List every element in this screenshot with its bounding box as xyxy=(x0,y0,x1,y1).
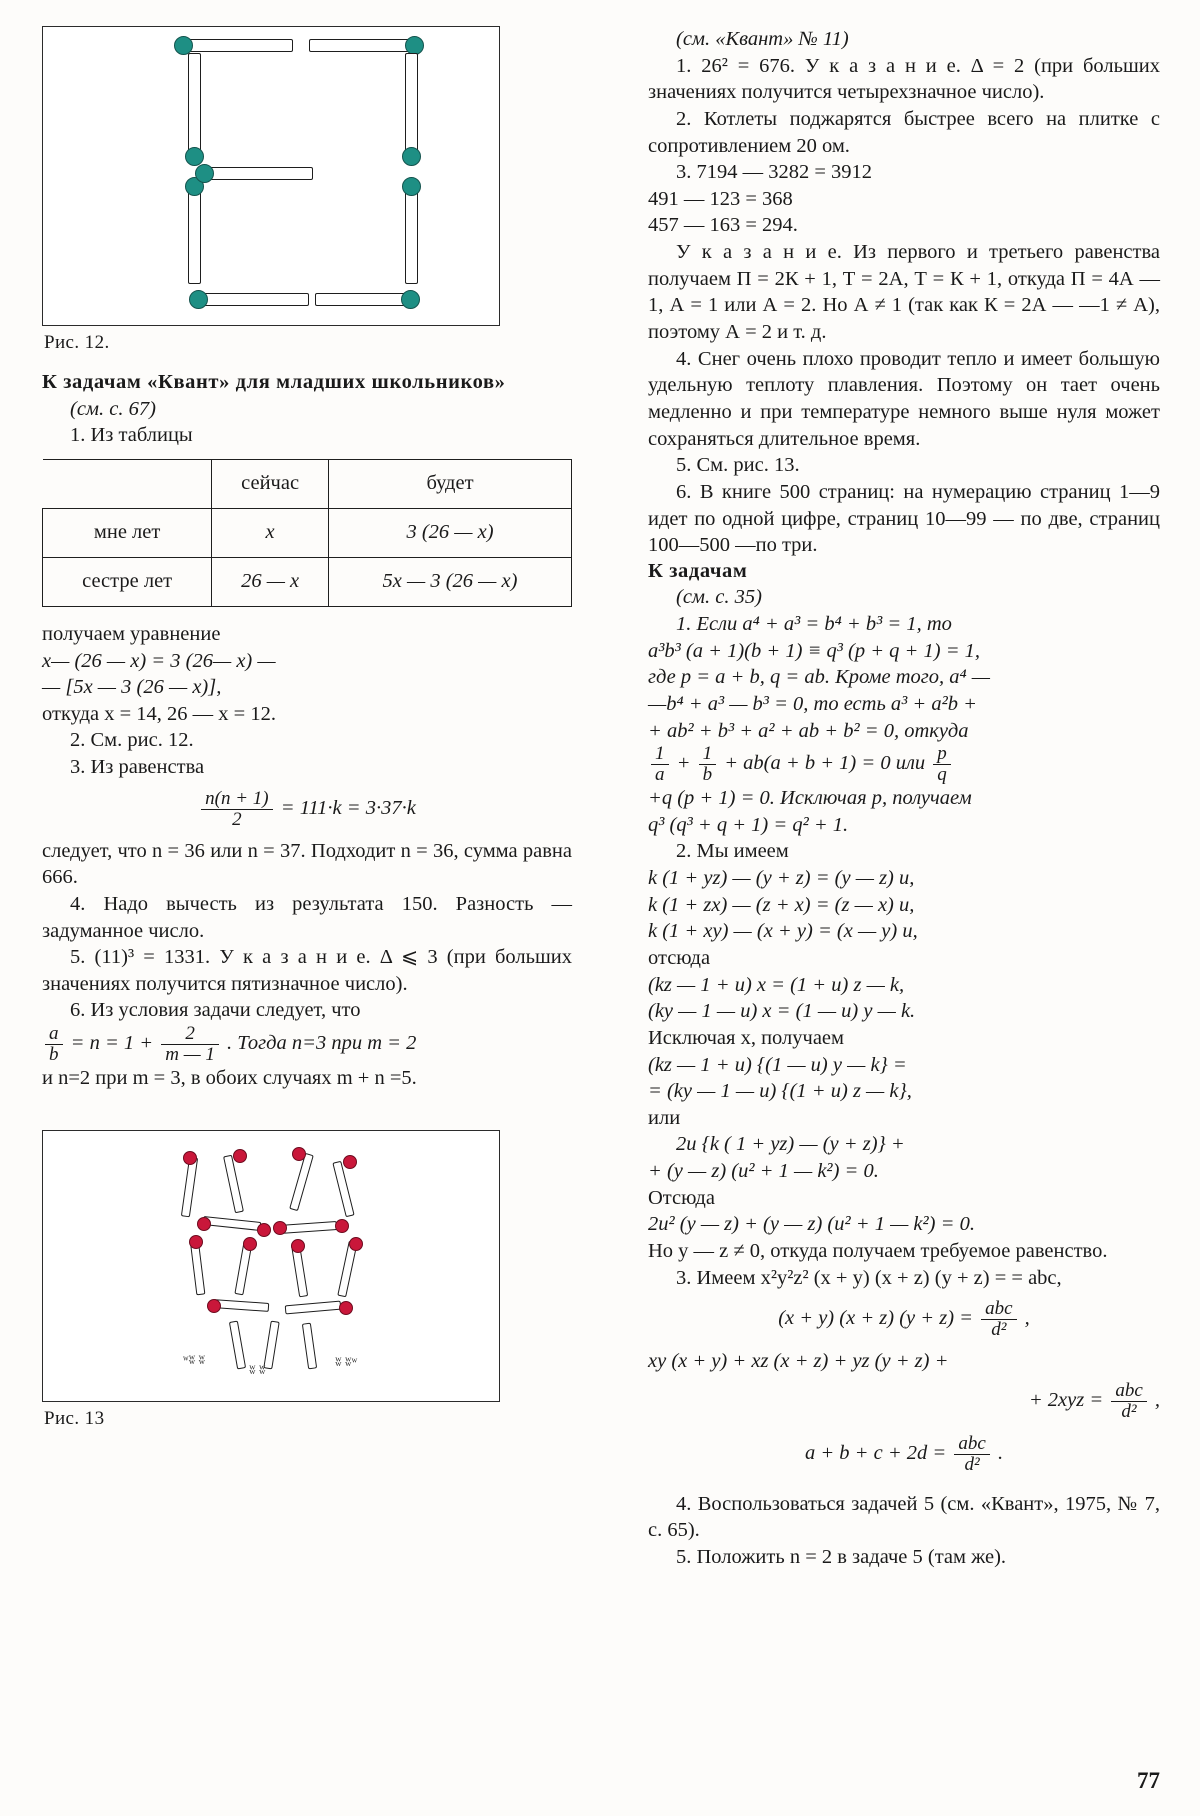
right-item-3-line-2: 491 — 123 = 368 xyxy=(648,187,793,210)
matchstick xyxy=(315,293,409,306)
match-head xyxy=(401,290,420,309)
matchstick xyxy=(203,1216,262,1231)
fraction-denominator: b xyxy=(45,1044,63,1065)
b-item-2-line-3: k (1 + xy) — (x + y) = (x — y) u, xyxy=(648,920,918,943)
match-head xyxy=(195,164,214,183)
b-item-3: 3. Имеем x²y²z² (x + y) (x + z) (y + z) = = abc, xyxy=(676,1266,1062,1289)
left-item-5: 5. (11)³ = 1331. У к а з а н и е. Δ ⩽ 3 (при больших значениях получится пятизначное число). xyxy=(42,946,572,995)
left-equation-2: — [5x — 3 (26 — x)], xyxy=(42,676,222,699)
table-cell: 3 (26 — x) xyxy=(328,508,571,557)
match-head xyxy=(233,1149,247,1163)
b-item-1-line-1: 1. Если a⁴ + a³ = b⁴ + b³ = 1, то xyxy=(676,613,952,636)
right-heading: К задачам xyxy=(648,559,748,582)
fraction-denominator: d² xyxy=(954,1454,989,1475)
fraction-numerator: abc xyxy=(985,1298,1013,1320)
matchstick xyxy=(285,1300,342,1314)
table-cell: сестре лет xyxy=(43,557,212,606)
page-number: 77 xyxy=(1137,1768,1160,1793)
match-head xyxy=(402,147,421,166)
fraction-numerator: 1 xyxy=(655,743,665,765)
b-item-2-line-4: (kz — 1 + u) x = (1 + u) z — k, xyxy=(648,973,905,996)
b-item-3-line-2: xy (x + y) + xz (x + z) + yz (y + z) + xyxy=(648,1350,949,1373)
b-item-1-formula xyxy=(648,744,1160,785)
fraction-denominator: d² xyxy=(981,1319,1016,1340)
left-equation-3: откуда x = 14, 26 — x = 12. xyxy=(42,702,276,725)
fraction-denominator: m — 1 xyxy=(161,1044,219,1065)
b-item-1-line-3: где p = a + b, q = ab. Кроме того, a⁴ — xyxy=(648,666,991,689)
grass-decoration: ʬ ʬʷ xyxy=(335,1353,358,1369)
fraction xyxy=(201,789,272,830)
grass-decoration: ʬ ʬ xyxy=(249,1361,266,1377)
match-head xyxy=(185,147,204,166)
formula-left: a + b + c + 2d = xyxy=(804,1441,947,1464)
table-cell: 26 — x xyxy=(212,557,329,606)
b-item-2-line-8: 2u {k ( 1 + yz) — (y + z)} + xyxy=(676,1133,905,1156)
figure-12-caption: Рис. 12. xyxy=(44,332,110,353)
fraction xyxy=(981,1299,1016,1340)
formula-comma: , xyxy=(1024,1307,1030,1330)
b-item-1-line-5: + ab² + b³ + a² + ab + b² = 0, откуда xyxy=(648,719,969,742)
b-item-3-formula-3 xyxy=(648,1434,1160,1475)
match-head xyxy=(349,1237,363,1251)
b-item-5: 5. Положить n = 2 в задаче 5 (там же). xyxy=(676,1545,1007,1568)
fraction xyxy=(699,744,717,785)
matchstick xyxy=(332,1160,354,1217)
b-item-2: 2. Мы имеем xyxy=(676,840,789,863)
figure-12 xyxy=(42,26,500,326)
b-item-1-line-7: +q (p + 1) = 0. Исключая p, получаем xyxy=(648,787,972,810)
matchstick xyxy=(223,1154,244,1213)
figure-13 xyxy=(42,1130,500,1402)
matchstick xyxy=(203,167,313,180)
figure-13-caption: Рис. 13 xyxy=(44,1407,105,1429)
formula-tail: . Тогда n=3 при m = 2 xyxy=(227,1032,417,1055)
b-item-1-line-2: a³b³ (a + 1)(b + 1) ≡ q³ (p + q + 1) = 1, xyxy=(648,639,981,662)
fraction-numerator: 1 xyxy=(702,743,713,765)
left-heading: К задачам «Квант» для младших школьников» xyxy=(42,371,506,393)
match-head xyxy=(243,1237,257,1251)
fraction xyxy=(954,1434,989,1475)
formula-period: . xyxy=(997,1441,1004,1464)
match-head xyxy=(207,1299,221,1313)
right-item-3-line-3: 457 — 163 = 294. xyxy=(648,214,798,237)
matchstick xyxy=(309,39,419,52)
left-after-table: получаем уравнение xyxy=(42,622,221,645)
matchstick xyxy=(229,1320,246,1369)
b-item-2-otsuda: отсюда xyxy=(648,947,711,969)
match-head xyxy=(339,1301,353,1315)
fraction-denominator: b xyxy=(699,764,717,785)
fraction xyxy=(1111,1381,1146,1422)
left-item-3: 3. Из равенства xyxy=(70,756,205,779)
match-head xyxy=(291,1239,305,1253)
match-head xyxy=(183,1151,197,1165)
match-head xyxy=(292,1147,306,1161)
match-head xyxy=(335,1219,349,1233)
right-item-5: 5. См. рис. 13. xyxy=(676,454,800,477)
matchstick xyxy=(302,1322,317,1369)
fraction-denominator: a xyxy=(651,764,669,785)
formula-middle: + ab(a + b + 1) = 0 или xyxy=(724,752,926,775)
fraction xyxy=(651,744,669,785)
right-item-6: 6. В книге 500 страниц: на нумерацию страниц 1—9 идет по одной цифре, страниц 10—99 — по две, страниц 100—500 —по три. xyxy=(648,480,1160,557)
fraction-denominator: q xyxy=(933,764,951,785)
b-item-2-line-2: k (1 + zx) — (z + x) = (z — x) u, xyxy=(648,893,915,916)
b-item-2-line-10: 2u² (y — z) + (y — z) (u² + 1 — k²) = 0. xyxy=(648,1213,975,1236)
b-item-2-otsuda-2: Отсюда xyxy=(648,1186,715,1209)
fraction-numerator: p xyxy=(937,743,947,765)
table-cell xyxy=(43,459,212,508)
right-item-4: 4. Снег очень плохо проводит тепло и имеет большую удельную теплоту плавления. Поэтому он тает очень медленно и при температуре немного выше нуля может сохраняться длительное время. xyxy=(648,347,1160,450)
left-item-1: 1. Из таблицы xyxy=(70,424,193,447)
match-head xyxy=(257,1223,271,1237)
grass-decoration: ʷʬ ʬ xyxy=(183,1351,206,1367)
b-item-4: 4. Воспользоваться задачей 5 (см. «Квант», 1975, № 7, с. 65). xyxy=(648,1492,1160,1542)
table-cell: x xyxy=(212,508,329,557)
table-row xyxy=(43,557,572,606)
table-row xyxy=(43,508,572,557)
b-item-2-line-7: = (ky — 1 — u) {(1 + u) z — k}, xyxy=(648,1080,912,1103)
fraction-numerator: abc xyxy=(1115,1379,1143,1401)
left-item-2: 2. См. рис. 12. xyxy=(70,729,194,752)
age-table xyxy=(42,459,572,607)
fraction-numerator: n(n + 1) xyxy=(205,787,269,809)
right-item-2: 2. Котлеты поджарятся быстрее всего на плитке с сопротивлением 20 ом. xyxy=(648,107,1160,157)
right-item-3-note: У к а з а н и е. Из первого и третьего равенства получаем П = 2К + 1, Т = 2А, Т = К + 1, откуда П = 4А — 1, А = 1 или А = 2. Но А ≠ 1 (так как К = 2А — —1 ≠ А), поэтому А = 2 и т. д. xyxy=(648,241,1160,344)
b-item-2-ili: или xyxy=(648,1106,681,1129)
left-item-3-text: следует, что n = 36 или n = 37. Подходит n = 36, сумма равна 666. xyxy=(42,839,572,889)
formula-plus: + xyxy=(676,752,691,775)
matchstick xyxy=(213,1299,269,1312)
fraction-numerator: a xyxy=(49,1023,59,1045)
b-item-2-line-5: (ky — 1 — u) x = (1 — u) y — k. xyxy=(648,1000,916,1023)
b-item-3-formula-1 xyxy=(648,1299,1160,1340)
fraction-numerator: 2 xyxy=(185,1023,195,1045)
match-head xyxy=(189,1235,203,1249)
match-head xyxy=(197,1217,211,1231)
table-cell: сейчас xyxy=(212,459,329,508)
match-head xyxy=(189,290,208,309)
left-equation-1: x— (26 — x) = 3 (26— x) — xyxy=(42,649,276,672)
left-item-6: 6. Из условия задачи следует, что xyxy=(70,999,361,1022)
b-item-1-line-4: —b⁴ + a³ — b³ = 0, то есть a³ + a²b + xyxy=(648,693,977,715)
b-item-2-line-9: + (y — z) (u² + 1 — k²) = 0. xyxy=(648,1160,879,1183)
matchstick xyxy=(188,53,201,158)
right-item-1: 1. 26² = 676. У к а з а н и е. Δ = 2 (при больших значениях получится четырехзначное число). xyxy=(648,54,1160,104)
b-item-3-formula-2 xyxy=(648,1381,1160,1422)
formula-left: (x + y) (x + z) (y + z) = xyxy=(778,1307,973,1330)
b-item-2-line-6: (kz — 1 + u) {(1 — u) y — k} = xyxy=(648,1053,907,1076)
match-head xyxy=(402,177,421,196)
left-item-4: 4. Надо вычесть из результата 150. Разность — задуманное число. xyxy=(42,892,572,942)
fraction xyxy=(161,1024,219,1065)
fraction xyxy=(45,1024,63,1065)
right-see-kvant: (см. «Квант» № 11) xyxy=(676,28,849,50)
matchstick xyxy=(405,53,418,158)
left-item-6-last: и n=2 при m = 3, в обоих случаях m + n =5. xyxy=(42,1066,417,1089)
fraction-numerator: abc xyxy=(958,1432,986,1454)
table-cell: 5x — 3 (26 — x) xyxy=(328,557,571,606)
matchstick xyxy=(181,1156,198,1217)
formula-left: + 2xyz = xyxy=(1028,1388,1104,1411)
match-head xyxy=(343,1155,357,1169)
b-item-2-line-1: k (1 + yz) — (y + z) = (y — z) u, xyxy=(648,867,915,890)
fraction xyxy=(933,744,951,785)
matchstick xyxy=(289,1153,314,1211)
equation-tail: = 111·k = 3·37·k xyxy=(280,796,416,819)
left-equation-4 xyxy=(42,789,572,830)
left-see-page: (см. с. 67) xyxy=(70,397,156,420)
left-item-6-formula xyxy=(42,1024,572,1065)
b-item-2-excluding: Исключая x, получаем xyxy=(648,1026,845,1049)
formula-comma: , xyxy=(1154,1388,1160,1411)
b-item-1-line-8: q³ (q³ + q + 1) = q² + 1. xyxy=(648,813,849,836)
b-item-2-line-11: Но y — z ≠ 0, откуда получаем требуемое равенство. xyxy=(648,1240,1108,1263)
table-cell: мне лет xyxy=(43,508,212,557)
right-see-page: (см. с. 35) xyxy=(676,586,762,609)
left-column xyxy=(42,26,572,1430)
matchstick xyxy=(279,1221,337,1234)
fraction-denominator: d² xyxy=(1111,1401,1146,1422)
match-head xyxy=(273,1221,287,1235)
matchstick xyxy=(183,39,293,52)
table-row xyxy=(43,459,572,508)
fraction-denominator: 2 xyxy=(201,809,272,830)
right-column xyxy=(648,26,1160,1571)
matchstick xyxy=(199,293,309,306)
right-item-3-line-1: 3. 7194 — 3282 = 3912 xyxy=(676,161,873,184)
formula-middle: = n = 1 + xyxy=(70,1032,154,1055)
table-cell: будет xyxy=(328,459,571,508)
